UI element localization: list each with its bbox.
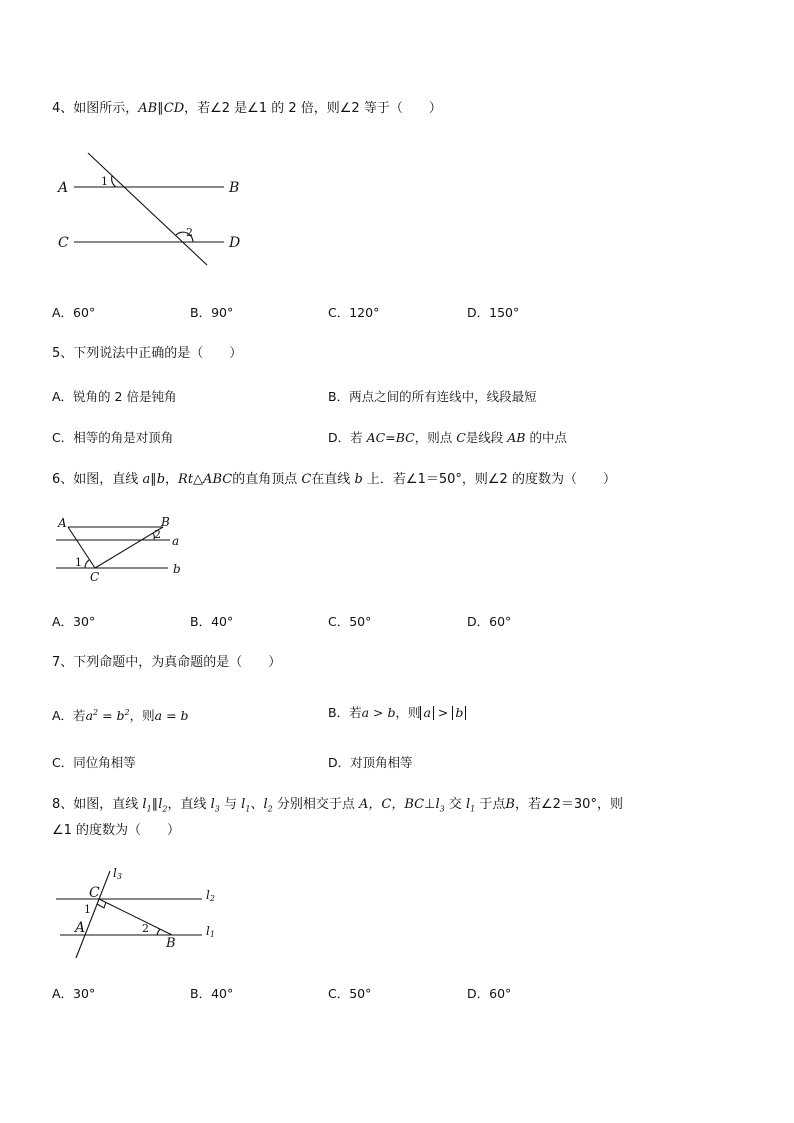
q8-option-c[interactable]: C．50° (328, 986, 372, 1001)
q6-mid2: 的直角顶点 (232, 472, 298, 487)
q5-d-point-c: C (456, 430, 466, 445)
q6-label-line-a: a (172, 534, 180, 548)
q4-label-angle-2: 2 (186, 226, 193, 239)
q7-a-formula: $a^2 = b^2$ (85, 708, 130, 724)
q6-triangle: Rt△ABC (178, 472, 233, 487)
q6-line-b: b (156, 472, 166, 487)
q6-option-b[interactable]: B．40° (190, 614, 234, 629)
q8-bc: BC (404, 797, 425, 812)
q4-parallel-symbol: ∥ (157, 101, 164, 116)
q8-l3b: $l_3$ (435, 797, 445, 814)
q6-label-c: C (90, 570, 100, 584)
q7-a-result: a = b (154, 708, 189, 724)
q8-angle-2-arc (157, 929, 160, 935)
q6-number: 6、 (52, 472, 74, 487)
q7-option-c[interactable]: C．同位角相等 (52, 755, 136, 770)
q6-label-a: A (58, 516, 67, 530)
q4-number: 4、 (52, 101, 74, 116)
q5-option-c[interactable]: C．相等的角是对顶角 (52, 430, 174, 445)
q8-mid5: 交 (448, 797, 462, 812)
q6-pre: 如图，直线 (73, 472, 139, 487)
q7-b-abs-a: a (420, 706, 433, 720)
q7-option-d[interactable]: D．对顶角相等 (328, 755, 413, 770)
q8-pre: 8、如图，直线 (52, 797, 139, 812)
q7-b-post: ，则 (395, 705, 421, 720)
q8-label-c: C (89, 885, 100, 901)
q4-line-cd: CD (163, 101, 185, 116)
q4-label-angle-1: 1 (101, 175, 108, 188)
q8-mid: ，直线 (167, 797, 207, 812)
q6-label-line-b: b (173, 562, 181, 576)
q8-segment-bc (99, 899, 172, 935)
q6-mid: ， (165, 472, 179, 487)
question-8-stem-line2: ∠1 的度数为（ ） (52, 823, 181, 838)
q8-label-a: A (75, 920, 86, 936)
q4-option-c[interactable]: C．120° (328, 305, 380, 320)
q8-points: A，C， (359, 797, 405, 812)
q8-label-l3: l3 (113, 866, 122, 881)
q7-b-formula: a > b (361, 705, 396, 720)
question-7-stem: 7、下列命题中，为真命题的是（ ） (52, 655, 282, 670)
q8-l2: $l_2$ (158, 797, 168, 814)
q5-option-a[interactable]: A．锐角的 2 倍是钝角 (52, 389, 177, 404)
q5-option-b[interactable]: B．两点之间的所有连线中，线段最短 (328, 389, 537, 404)
q8-option-a[interactable]: A．30° (52, 986, 96, 1001)
q4-option-b[interactable]: B．90° (190, 305, 234, 320)
q4-label-b: B (229, 180, 240, 196)
q6-parallel: ∥ (150, 472, 157, 487)
q8-l3: $l_3$ (210, 797, 220, 814)
q7-a-post: ，则 (129, 708, 155, 724)
q6-mid3: 在直线 (311, 472, 351, 487)
q5-d-post: 的中点 (529, 430, 567, 445)
q8-mid3: 、 (250, 797, 264, 812)
q8-post: ，若∠2＝30°，则 (514, 797, 623, 812)
q8-parallel: ∥ (151, 797, 159, 812)
q8-l2b: $l_2$ (263, 797, 273, 814)
q8-point-b: B (505, 797, 515, 812)
q5-d-ac: AC (366, 430, 386, 445)
q7-a-pre: A．若 (52, 708, 86, 724)
q6-label-b: B (161, 515, 170, 529)
q4-label-c: C (58, 235, 69, 251)
q5-d-segment-ab: AB (507, 430, 526, 445)
q8-mid6: 于点 (479, 797, 506, 812)
q6-option-a[interactable]: A．30° (52, 614, 96, 629)
q8-label-angle-1: 1 (84, 903, 91, 916)
q8-label-b: B (166, 936, 176, 951)
q7-b-abs-b: b (452, 706, 466, 720)
q5-option-d[interactable]: D．若 AC=BC，则点 C是线段 AB 的中点 (328, 430, 567, 445)
q8-l1: $l_1$ (142, 797, 152, 814)
q5-d-mid2: 是线段 (465, 430, 504, 445)
q8-mid2: 与 (224, 797, 238, 812)
q8-perp: ⊥ (424, 797, 436, 812)
q8-l1b: $l_1$ (241, 797, 251, 814)
q4-line-ab: AB (138, 101, 158, 116)
q4-option-d[interactable]: D．150° (467, 305, 520, 320)
q6-line-b2: b (354, 472, 363, 487)
q4-option-a[interactable]: A．60° (52, 305, 96, 320)
q8-label-angle-2: 2 (142, 922, 149, 935)
q6-option-c[interactable]: C．50° (328, 614, 372, 629)
q5-d-pre: D．若 (328, 430, 363, 445)
q6-line-a: a (142, 472, 151, 487)
q6-option-d[interactable]: D．60° (467, 614, 512, 629)
q8-label-l2: l2 (206, 888, 215, 903)
q5-d-mid: ，则点 (414, 430, 453, 445)
q6-point-c: C (301, 472, 312, 487)
q8-mid4: 分别相交于点 (276, 797, 355, 812)
q7-option-b[interactable]: B．若a > b，则 a > b (328, 704, 466, 722)
q8-l1c: $l_1$ (466, 797, 476, 814)
q4-label-a: A (58, 180, 69, 196)
q4-text-post: ，若∠2 是∠1 的 2 倍，则∠2 等于（ ） (184, 101, 442, 116)
q6-label-angle-2: 2 (154, 528, 161, 541)
q7-b-pre: B．若 (328, 705, 362, 720)
q8-right-angle-mark (97, 902, 106, 908)
q8-label-l1: l1 (206, 924, 215, 939)
q4-text-pre: 如图所示， (73, 101, 139, 116)
question-5-stem: 5、下列说法中正确的是（ ） (52, 346, 243, 361)
q6-label-angle-1: 1 (75, 556, 82, 569)
q8-option-b[interactable]: B．40° (190, 986, 234, 1001)
q4-label-d: D (229, 235, 241, 251)
q6-post: 上．若∠1＝50°，则∠2 的度数为（ ） (366, 472, 616, 487)
q5-d-bc: BC (395, 430, 415, 445)
q8-option-d[interactable]: D．60° (467, 986, 512, 1001)
